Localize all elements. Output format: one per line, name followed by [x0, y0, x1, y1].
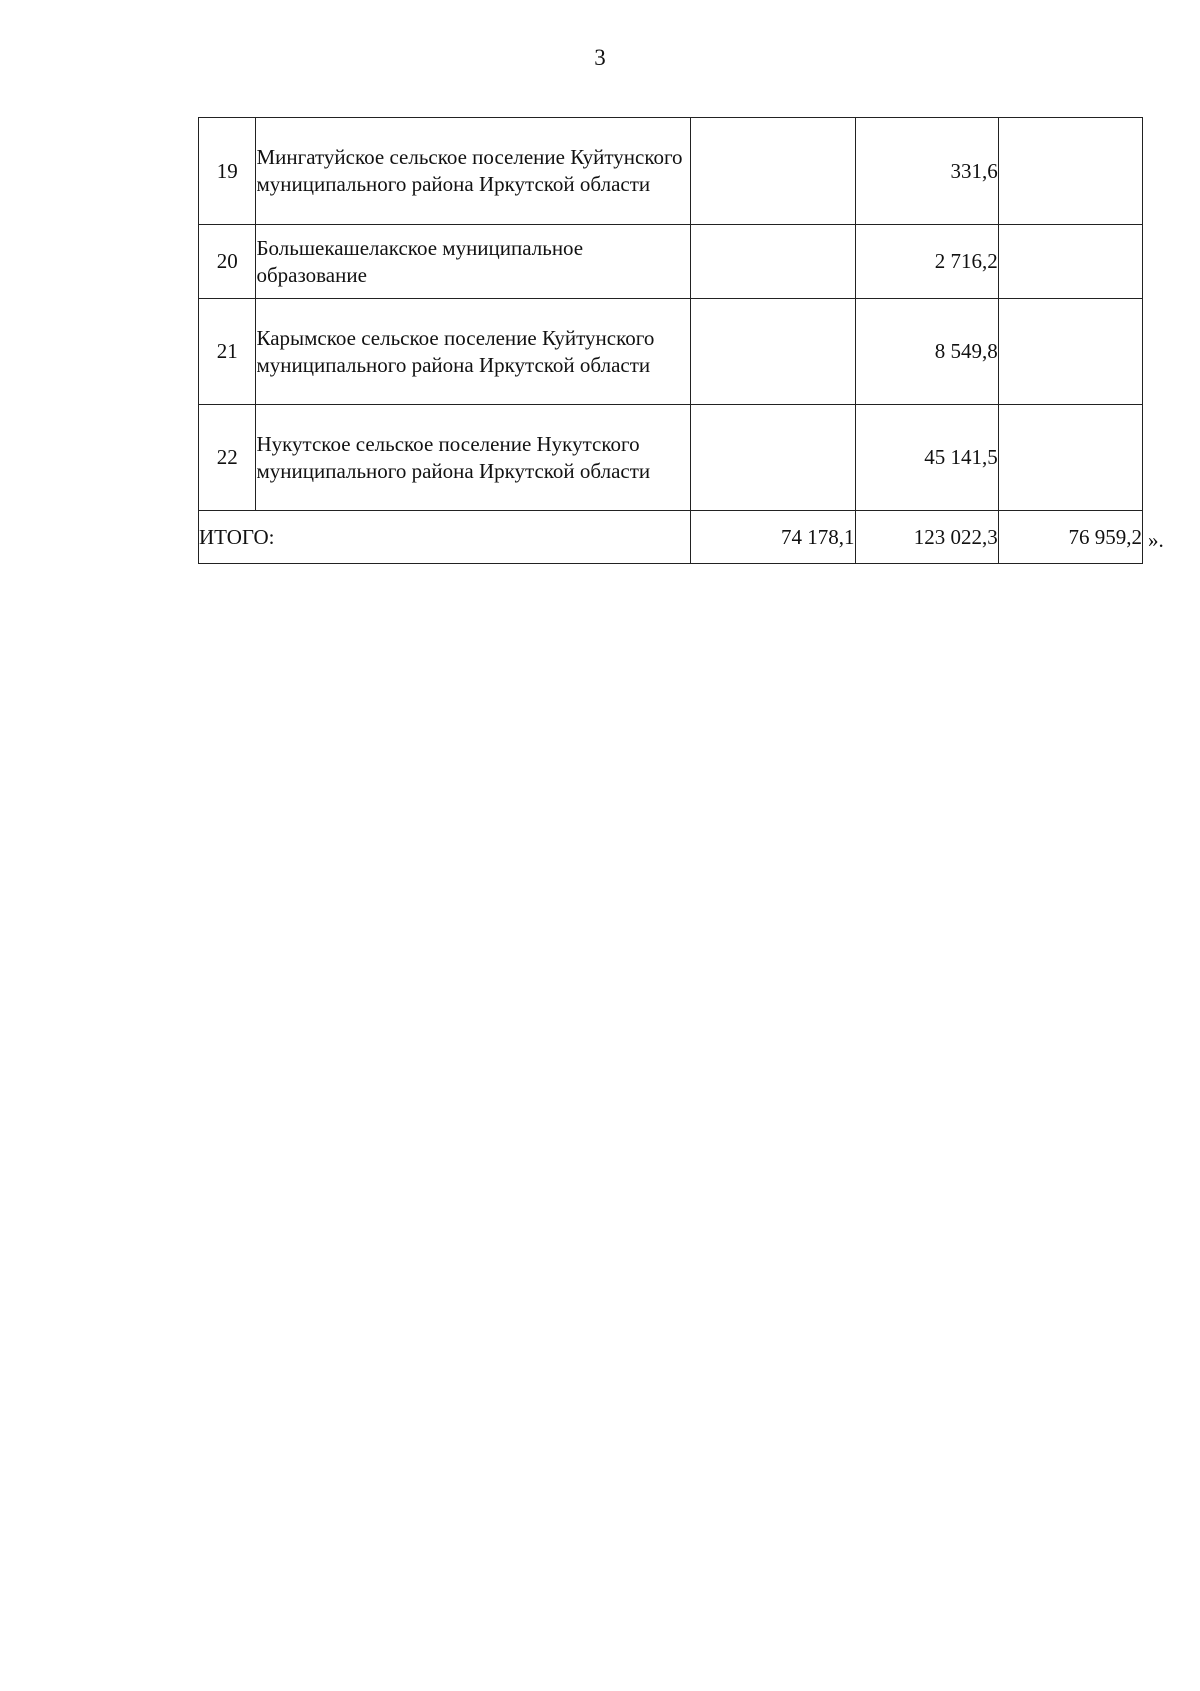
- closing-quote-mark: ».: [1148, 528, 1164, 552]
- total-row: [199, 511, 1143, 564]
- value-column-2: 45 141,5: [855, 405, 998, 511]
- value-column-1: [691, 405, 855, 511]
- municipality-name: Большекашелакское муниципальное образование: [256, 225, 691, 299]
- value-column-3: [998, 118, 1142, 225]
- table-row: [199, 118, 1143, 225]
- total-label: ИТОГО:: [199, 511, 691, 564]
- value-column-1: [691, 299, 855, 405]
- value-column-3: [998, 405, 1142, 511]
- municipality-name: Карымское сельское поселение Куйтунского муниципального района Иркутской области: [256, 299, 691, 405]
- value-column-1: [691, 225, 855, 299]
- municipality-name: Нукутское сельское поселение Нукутского муниципального района Иркутской области: [256, 405, 691, 511]
- value-column-1: [691, 118, 855, 225]
- total-value-column-1: 74 178,1: [691, 511, 855, 564]
- allocation-table: [198, 117, 1143, 564]
- municipality-name: Мингатуйское сельское поселение Куйтунского муниципального района Иркутской области: [256, 118, 691, 225]
- table-row: [199, 405, 1143, 511]
- page-number: 3: [594, 45, 606, 70]
- total-value-column-2: 123 022,3: [855, 511, 998, 564]
- total-value-column-3: 76 959,2: [998, 511, 1142, 564]
- row-number: 19: [199, 118, 256, 225]
- value-column-2: 331,6: [855, 118, 998, 225]
- value-column-2: 8 549,8: [855, 299, 998, 405]
- row-number: 20: [199, 225, 256, 299]
- value-column-3: [998, 299, 1142, 405]
- table-row: [199, 299, 1143, 405]
- value-column-2: 2 716,2: [855, 225, 998, 299]
- row-number: 22: [199, 405, 256, 511]
- value-column-3: [998, 225, 1142, 299]
- row-number: 21: [199, 299, 256, 405]
- table-row: [199, 225, 1143, 299]
